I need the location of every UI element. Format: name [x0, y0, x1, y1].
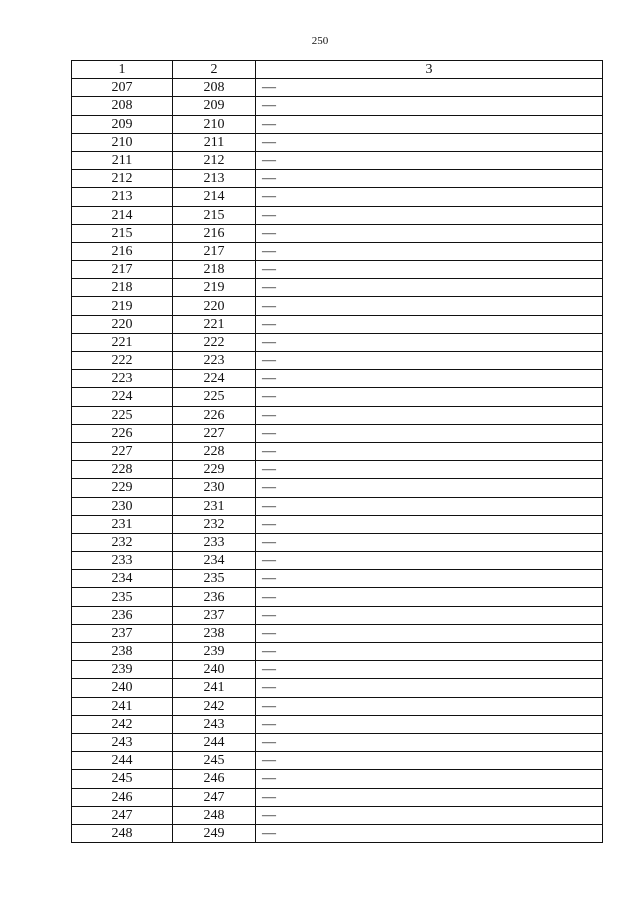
table-cell-col3: —: [256, 133, 603, 151]
table-cell-col2: 244: [173, 733, 256, 751]
table-cell-col2: 241: [173, 679, 256, 697]
table-cell-col3: —: [256, 715, 603, 733]
table-row: [72, 224, 603, 242]
table-row: [72, 624, 603, 642]
table-cell-col3: —: [256, 170, 603, 188]
table-cell-col2: 234: [173, 552, 256, 570]
table-cell-col1: 244: [72, 752, 173, 770]
table-row: [72, 279, 603, 297]
table-row: [72, 170, 603, 188]
table-cell-col2: 248: [173, 806, 256, 824]
table-cell-col2: 220: [173, 297, 256, 315]
table-row: [72, 770, 603, 788]
table-cell-col1: 223: [72, 370, 173, 388]
table-row: [72, 151, 603, 169]
table-cell-col3: —: [256, 151, 603, 169]
table-row: [72, 79, 603, 97]
table-cell-col2: 225: [173, 388, 256, 406]
table-cell-col1: 215: [72, 224, 173, 242]
table-cell-col1: 212: [72, 170, 173, 188]
table-cell-col1: 211: [72, 151, 173, 169]
table-cell-col1: 214: [72, 206, 173, 224]
table-body: [72, 79, 603, 843]
table-cell-col2: 223: [173, 352, 256, 370]
table-cell-col2: 245: [173, 752, 256, 770]
table-cell-col1: 222: [72, 352, 173, 370]
table-cell-col3: —: [256, 752, 603, 770]
table-row: [72, 133, 603, 151]
table-row: [72, 261, 603, 279]
table-row: [72, 370, 603, 388]
table-cell-col3: —: [256, 497, 603, 515]
table-row: [72, 661, 603, 679]
table-cell-col1: 236: [72, 606, 173, 624]
table-cell-col1: 246: [72, 788, 173, 806]
table-cell-col3: —: [256, 588, 603, 606]
table-cell-col2: 236: [173, 588, 256, 606]
table-cell-col1: 239: [72, 661, 173, 679]
table-cell-col3: —: [256, 788, 603, 806]
table-cell-col2: 231: [173, 497, 256, 515]
table-cell-col3: —: [256, 352, 603, 370]
table-row: [72, 442, 603, 460]
table-cell-col1: 248: [72, 824, 173, 842]
table-cell-col3: —: [256, 297, 603, 315]
table-cell-col2: 227: [173, 424, 256, 442]
table-cell-col3: —: [256, 261, 603, 279]
table-cell-col3: —: [256, 533, 603, 551]
table-row: [72, 606, 603, 624]
table-row: [72, 697, 603, 715]
table-row: [72, 824, 603, 842]
table-cell-col1: 219: [72, 297, 173, 315]
table-cell-col3: —: [256, 661, 603, 679]
table-cell-col2: 243: [173, 715, 256, 733]
table-cell-col2: 219: [173, 279, 256, 297]
table-cell-col2: 249: [173, 824, 256, 842]
table-cell-col1: 216: [72, 242, 173, 260]
table-cell-col2: 232: [173, 515, 256, 533]
table-row: [72, 333, 603, 351]
table-row: [72, 115, 603, 133]
table-cell-col1: 213: [72, 188, 173, 206]
table-row: [72, 552, 603, 570]
table-cell-col1: 242: [72, 715, 173, 733]
table-row: [72, 715, 603, 733]
table-row: [72, 297, 603, 315]
table-cell-col1: 238: [72, 643, 173, 661]
table-row: [72, 643, 603, 661]
table-cell-col2: 239: [173, 643, 256, 661]
table-cell-col2: 208: [173, 79, 256, 97]
table-cell-col3: —: [256, 733, 603, 751]
table-row: [72, 515, 603, 533]
table-row: [72, 679, 603, 697]
table-row: [72, 352, 603, 370]
table-cell-col3: —: [256, 770, 603, 788]
table-cell-col3: —: [256, 679, 603, 697]
table-cell-col1: 229: [72, 479, 173, 497]
table-cell-col2: 228: [173, 442, 256, 460]
table-cell-col1: 231: [72, 515, 173, 533]
table-cell-col2: 215: [173, 206, 256, 224]
table-cell-col3: —: [256, 279, 603, 297]
table-cell-col1: 243: [72, 733, 173, 751]
table-row: [72, 242, 603, 260]
table-cell-col2: 214: [173, 188, 256, 206]
table-cell-col2: 212: [173, 151, 256, 169]
table-row: [72, 479, 603, 497]
table-cell-col1: 208: [72, 97, 173, 115]
table-cell-col3: —: [256, 624, 603, 642]
table-cell-col2: 246: [173, 770, 256, 788]
table-cell-col1: 234: [72, 570, 173, 588]
table-row: [72, 788, 603, 806]
table-cell-col2: 238: [173, 624, 256, 642]
table-cell-col1: 209: [72, 115, 173, 133]
table-cell-col1: 225: [72, 406, 173, 424]
table-row: [72, 461, 603, 479]
table-row: [72, 406, 603, 424]
table-row: [72, 588, 603, 606]
table-cell-col2: 229: [173, 461, 256, 479]
table-cell-col2: 209: [173, 97, 256, 115]
table-cell-col2: 233: [173, 533, 256, 551]
table-header-row: [72, 61, 603, 79]
table-cell-col2: 247: [173, 788, 256, 806]
table-cell-col3: —: [256, 552, 603, 570]
table-cell-col1: 207: [72, 79, 173, 97]
table-cell-col3: —: [256, 515, 603, 533]
table-cell-col1: 218: [72, 279, 173, 297]
table-row: [72, 206, 603, 224]
table-cell-col2: 210: [173, 115, 256, 133]
table-cell-col3: —: [256, 824, 603, 842]
table-cell-col3: —: [256, 224, 603, 242]
table-cell-col1: 230: [72, 497, 173, 515]
table-cell-col1: 233: [72, 552, 173, 570]
table-cell-col3: —: [256, 806, 603, 824]
table-cell-col3: —: [256, 643, 603, 661]
table-cell-col3: —: [256, 461, 603, 479]
table-cell-col3: —: [256, 606, 603, 624]
column-header-1: 1: [72, 61, 173, 79]
page-number: 250: [311, 35, 329, 47]
table-cell-col2: 224: [173, 370, 256, 388]
table-cell-col2: 213: [173, 170, 256, 188]
table-row: [72, 497, 603, 515]
table-cell-col2: 226: [173, 406, 256, 424]
table-cell-col3: —: [256, 479, 603, 497]
table-row: [72, 733, 603, 751]
column-header-3: 3: [256, 61, 603, 79]
table-cell-col1: 221: [72, 333, 173, 351]
table-row: [72, 424, 603, 442]
table-cell-col1: 226: [72, 424, 173, 442]
table-cell-col1: 235: [72, 588, 173, 606]
table-cell-col2: 222: [173, 333, 256, 351]
table-cell-col3: —: [256, 388, 603, 406]
table-cell-col3: —: [256, 570, 603, 588]
table-cell-col1: 217: [72, 261, 173, 279]
table-cell-col3: —: [256, 79, 603, 97]
table-cell-col1: 240: [72, 679, 173, 697]
table-cell-col2: 211: [173, 133, 256, 151]
table-cell-col1: 237: [72, 624, 173, 642]
table-cell-col3: —: [256, 188, 603, 206]
table-cell-col3: —: [256, 115, 603, 133]
table-row: [72, 315, 603, 333]
table-cell-col1: 247: [72, 806, 173, 824]
table-cell-col3: —: [256, 315, 603, 333]
table-cell-col2: 216: [173, 224, 256, 242]
table-row: [72, 752, 603, 770]
table-cell-col2: 218: [173, 261, 256, 279]
table-cell-col1: 245: [72, 770, 173, 788]
table-cell-col1: 241: [72, 697, 173, 715]
table-cell-col2: 230: [173, 479, 256, 497]
table-cell-col3: —: [256, 97, 603, 115]
table-cell-col3: —: [256, 406, 603, 424]
table-cell-col1: 232: [72, 533, 173, 551]
table-row: [72, 188, 603, 206]
table-cell-col1: 210: [72, 133, 173, 151]
table-cell-col1: 220: [72, 315, 173, 333]
table-row: [72, 806, 603, 824]
table-row: [72, 533, 603, 551]
table-cell-col1: 228: [72, 461, 173, 479]
data-table: [71, 60, 603, 843]
table-cell-col2: 221: [173, 315, 256, 333]
table-cell-col3: —: [256, 242, 603, 260]
table-cell-col2: 217: [173, 242, 256, 260]
table-cell-col2: 237: [173, 606, 256, 624]
table-row: [72, 388, 603, 406]
table-cell-col2: 242: [173, 697, 256, 715]
table-cell-col1: 224: [72, 388, 173, 406]
table-cell-col3: —: [256, 424, 603, 442]
table-cell-col3: —: [256, 206, 603, 224]
table-cell-col3: —: [256, 697, 603, 715]
table-cell-col1: 227: [72, 442, 173, 460]
table-cell-col3: —: [256, 442, 603, 460]
table-row: [72, 570, 603, 588]
column-header-2: 2: [173, 61, 256, 79]
table-cell-col3: —: [256, 333, 603, 351]
table-cell-col2: 235: [173, 570, 256, 588]
table-cell-col3: —: [256, 370, 603, 388]
table-row: [72, 97, 603, 115]
table-cell-col2: 240: [173, 661, 256, 679]
